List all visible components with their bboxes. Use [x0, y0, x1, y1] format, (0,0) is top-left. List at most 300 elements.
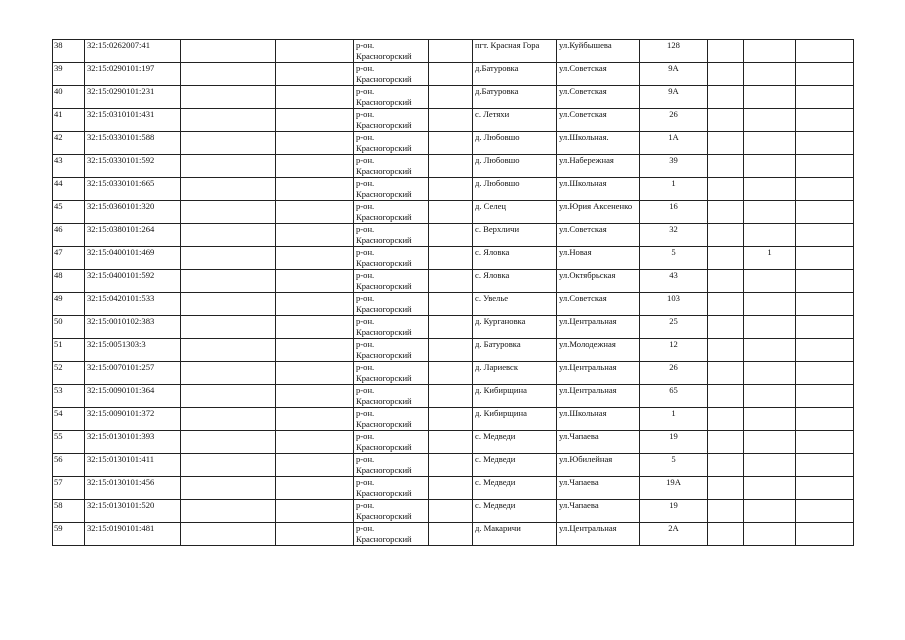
- blank-cell: [181, 293, 276, 316]
- row-number: 43: [53, 155, 85, 178]
- extra-cell: [744, 109, 796, 132]
- blank-cell: [276, 63, 354, 86]
- extra-cell: [744, 132, 796, 155]
- street-cell: ул.Чапаева: [557, 500, 640, 523]
- row-number: 48: [53, 270, 85, 293]
- district-cell: [354, 178, 429, 201]
- house-number-cell: 5: [640, 454, 708, 477]
- district-label: р-он.: [356, 270, 375, 280]
- district-cell: [354, 224, 429, 247]
- blank-cell: [429, 40, 473, 63]
- blank-cell: [708, 362, 744, 385]
- house-number-cell: 19: [640, 500, 708, 523]
- district-cell: [354, 247, 429, 270]
- district-label: р-он.: [356, 132, 375, 142]
- blank-cell: [276, 316, 354, 339]
- blank-cell: [708, 477, 744, 500]
- district-cell: [354, 293, 429, 316]
- blank-cell: [181, 63, 276, 86]
- blank-cell: [429, 63, 473, 86]
- row-number: 40: [53, 86, 85, 109]
- district-label: р-он.: [356, 224, 375, 234]
- blank-cell: [429, 201, 473, 224]
- blank-cell: [796, 293, 854, 316]
- table-row: [53, 155, 854, 178]
- house-number-cell: 5: [640, 247, 708, 270]
- cadastral-number: 32:15:0330101:592: [85, 155, 181, 178]
- district-cell: [354, 477, 429, 500]
- blank-cell: [429, 270, 473, 293]
- district-cell: [354, 454, 429, 477]
- house-number-cell: 65: [640, 385, 708, 408]
- locality-cell: д.Батуровка: [473, 86, 557, 109]
- cadastral-number: 32:15:0310101:431: [85, 109, 181, 132]
- cadastral-number: 32:15:0090101:364: [85, 385, 181, 408]
- table-row: [53, 316, 854, 339]
- locality-cell: с. Медведи: [473, 431, 557, 454]
- locality-cell: с. Медведи: [473, 500, 557, 523]
- blank-cell: [181, 385, 276, 408]
- blank-cell: [708, 293, 744, 316]
- district-label: р-он.: [356, 316, 375, 326]
- cadastral-number: 32:15:0420101:533: [85, 293, 181, 316]
- district-label: р-он.: [356, 247, 375, 257]
- blank-cell: [708, 109, 744, 132]
- row-number: 42: [53, 132, 85, 155]
- blank-cell: [276, 385, 354, 408]
- blank-cell: [796, 500, 854, 523]
- blank-cell: [796, 247, 854, 270]
- table-row: [53, 477, 854, 500]
- district-cell: [354, 86, 429, 109]
- district-name: Красногорский: [356, 303, 412, 314]
- blank-cell: [276, 178, 354, 201]
- blank-cell: [429, 362, 473, 385]
- street-cell: ул.Школьная.: [557, 132, 640, 155]
- district-cell: [354, 40, 429, 63]
- extra-cell: [744, 477, 796, 500]
- district-label: р-он.: [356, 408, 375, 418]
- blank-cell: [276, 431, 354, 454]
- row-number: 47: [53, 247, 85, 270]
- district-cell: [354, 63, 429, 86]
- street-cell: ул.Новая: [557, 247, 640, 270]
- blank-cell: [708, 63, 744, 86]
- district-label: р-он.: [356, 362, 375, 372]
- table-row: [53, 132, 854, 155]
- blank-cell: [796, 477, 854, 500]
- blank-cell: [708, 454, 744, 477]
- blank-cell: [796, 431, 854, 454]
- district-label: р-он.: [356, 201, 375, 211]
- district-name: Красногорский: [356, 533, 412, 544]
- blank-cell: [181, 477, 276, 500]
- blank-cell: [276, 201, 354, 224]
- blank-cell: [796, 316, 854, 339]
- table-row: [53, 385, 854, 408]
- house-number-cell: 1: [640, 178, 708, 201]
- locality-cell: д.Батуровка: [473, 63, 557, 86]
- blank-cell: [181, 247, 276, 270]
- table-row: [53, 523, 854, 546]
- district-name: Красногорский: [356, 257, 412, 268]
- street-cell: ул.Школьная: [557, 178, 640, 201]
- district-name: Красногорский: [356, 96, 412, 107]
- blank-cell: [429, 454, 473, 477]
- cadastral-number: 32:15:0090101:372: [85, 408, 181, 431]
- district-label: р-он.: [356, 477, 375, 487]
- district-name: Красногорский: [356, 326, 412, 337]
- district-label: р-он.: [356, 109, 375, 119]
- extra-cell: [744, 408, 796, 431]
- blank-cell: [181, 109, 276, 132]
- blank-cell: [276, 500, 354, 523]
- street-cell: ул.Юбилейная: [557, 454, 640, 477]
- blank-cell: [429, 86, 473, 109]
- blank-cell: [429, 247, 473, 270]
- blank-cell: [181, 178, 276, 201]
- district-name: Красногорский: [356, 119, 412, 130]
- locality-cell: д. Кургановка: [473, 316, 557, 339]
- cadastral-number: 32:15:0262007:41: [85, 40, 181, 63]
- row-number: 38: [53, 40, 85, 63]
- blank-cell: [796, 201, 854, 224]
- extra-cell: [744, 293, 796, 316]
- row-number: 58: [53, 500, 85, 523]
- extra-cell: [744, 155, 796, 178]
- blank-cell: [276, 247, 354, 270]
- district-name: Красногорский: [356, 50, 412, 61]
- blank-cell: [276, 40, 354, 63]
- locality-cell: с. Яловка: [473, 247, 557, 270]
- blank-cell: [708, 201, 744, 224]
- street-cell: ул.Центральная: [557, 385, 640, 408]
- street-cell: ул.Советская: [557, 224, 640, 247]
- extra-cell: [744, 385, 796, 408]
- extra-cell: [744, 339, 796, 362]
- blank-cell: [708, 40, 744, 63]
- cadastral-number: 32:15:0010102:383: [85, 316, 181, 339]
- table-row: [53, 293, 854, 316]
- district-name: Красногорский: [356, 349, 412, 360]
- table-row: [53, 408, 854, 431]
- row-number: 44: [53, 178, 85, 201]
- extra-cell: [744, 40, 796, 63]
- blank-cell: [708, 86, 744, 109]
- locality-cell: д. Любовшо: [473, 132, 557, 155]
- street-cell: ул.Юрия Аксененко: [557, 201, 640, 224]
- blank-cell: [429, 293, 473, 316]
- row-number: 59: [53, 523, 85, 546]
- extra-cell: [744, 224, 796, 247]
- district-label: р-он.: [356, 155, 375, 165]
- blank-cell: [796, 454, 854, 477]
- locality-cell: с. Увелье: [473, 293, 557, 316]
- blank-cell: [796, 132, 854, 155]
- extra-cell: [744, 500, 796, 523]
- blank-cell: [796, 86, 854, 109]
- district-cell: [354, 109, 429, 132]
- district-label: р-он.: [356, 500, 375, 510]
- blank-cell: [429, 155, 473, 178]
- street-cell: ул.Школьная: [557, 408, 640, 431]
- district-label: р-он.: [356, 63, 375, 73]
- blank-cell: [708, 500, 744, 523]
- row-number: 46: [53, 224, 85, 247]
- blank-cell: [276, 293, 354, 316]
- blank-cell: [708, 178, 744, 201]
- extra-cell: [744, 362, 796, 385]
- blank-cell: [429, 224, 473, 247]
- locality-cell: д. Лариевск: [473, 362, 557, 385]
- district-cell: [354, 270, 429, 293]
- locality-cell: пгт. Красная Гора: [473, 40, 557, 63]
- cadastral-number: 32:15:0360101:320: [85, 201, 181, 224]
- blank-cell: [708, 523, 744, 546]
- street-cell: ул.Чапаева: [557, 477, 640, 500]
- blank-cell: [796, 178, 854, 201]
- registry-table: [52, 39, 854, 546]
- cadastral-number: 32:15:0330101:588: [85, 132, 181, 155]
- row-number: 50: [53, 316, 85, 339]
- blank-cell: [708, 270, 744, 293]
- blank-cell: [276, 362, 354, 385]
- row-number: 55: [53, 431, 85, 454]
- street-cell: ул.Советская: [557, 293, 640, 316]
- blank-cell: [429, 132, 473, 155]
- table-row: [53, 431, 854, 454]
- house-number-cell: 16: [640, 201, 708, 224]
- cadastral-number: 32:15:0070101:257: [85, 362, 181, 385]
- row-number: 39: [53, 63, 85, 86]
- district-label: р-он.: [356, 40, 375, 50]
- row-number: 54: [53, 408, 85, 431]
- blank-cell: [276, 224, 354, 247]
- extra-cell: [744, 316, 796, 339]
- blank-cell: [796, 523, 854, 546]
- district-cell: [354, 362, 429, 385]
- blank-cell: [276, 86, 354, 109]
- blank-cell: [429, 431, 473, 454]
- cadastral-number: 32:15:0190101:481: [85, 523, 181, 546]
- house-number-cell: 19: [640, 431, 708, 454]
- cadastral-number: 32:15:0400101:592: [85, 270, 181, 293]
- house-number-cell: 2А: [640, 523, 708, 546]
- blank-cell: [796, 109, 854, 132]
- locality-cell: д. Кибирщина: [473, 408, 557, 431]
- house-number-cell: 1А: [640, 132, 708, 155]
- row-number: 45: [53, 201, 85, 224]
- district-name: Красногорский: [356, 234, 412, 245]
- blank-cell: [796, 385, 854, 408]
- house-number-cell: 12: [640, 339, 708, 362]
- extra-cell: [744, 63, 796, 86]
- table-row: [53, 270, 854, 293]
- locality-cell: д. Любовшо: [473, 178, 557, 201]
- blank-cell: [429, 500, 473, 523]
- blank-cell: [276, 132, 354, 155]
- street-cell: ул.Центральная: [557, 316, 640, 339]
- house-number-cell: 1: [640, 408, 708, 431]
- locality-cell: д. Любовшо: [473, 155, 557, 178]
- row-number: 41: [53, 109, 85, 132]
- district-name: Красногорский: [356, 188, 412, 199]
- street-cell: ул.Куйбышева: [557, 40, 640, 63]
- extra-cell: [744, 431, 796, 454]
- cadastral-number: 32:15:0290101:231: [85, 86, 181, 109]
- cadastral-number: 32:15:0130101:520: [85, 500, 181, 523]
- blank-cell: [796, 408, 854, 431]
- blank-cell: [429, 339, 473, 362]
- cadastral-number: 32:15:0051303:3: [85, 339, 181, 362]
- locality-cell: д. Макаричи: [473, 523, 557, 546]
- district-name: Красногорский: [356, 510, 412, 521]
- district-cell: [354, 201, 429, 224]
- district-name: Красногорский: [356, 73, 412, 84]
- district-cell: [354, 385, 429, 408]
- blank-cell: [181, 454, 276, 477]
- cadastral-number: 32:15:0380101:264: [85, 224, 181, 247]
- district-label: р-он.: [356, 431, 375, 441]
- district-cell: [354, 408, 429, 431]
- district-cell: [354, 132, 429, 155]
- district-name: Красногорский: [356, 142, 412, 153]
- district-cell: [354, 316, 429, 339]
- extra-cell: [744, 523, 796, 546]
- district-cell: [354, 523, 429, 546]
- cadastral-number: 32:15:0330101:665: [85, 178, 181, 201]
- district-cell: [354, 155, 429, 178]
- house-number-cell: 26: [640, 362, 708, 385]
- blank-cell: [276, 454, 354, 477]
- blank-cell: [429, 385, 473, 408]
- row-number: 57: [53, 477, 85, 500]
- district-label: р-он.: [356, 293, 375, 303]
- house-number-cell: 43: [640, 270, 708, 293]
- district-cell: [354, 339, 429, 362]
- extra-cell: [744, 86, 796, 109]
- district-name: Красногорский: [356, 280, 412, 291]
- extra-cell: [744, 201, 796, 224]
- locality-cell: д. Батуровка: [473, 339, 557, 362]
- blank-cell: [181, 224, 276, 247]
- street-cell: ул.Октябрьская: [557, 270, 640, 293]
- blank-cell: [181, 316, 276, 339]
- blank-cell: [181, 362, 276, 385]
- district-cell: [354, 431, 429, 454]
- table-row: [53, 178, 854, 201]
- table-row: [53, 201, 854, 224]
- blank-cell: [796, 155, 854, 178]
- extra-cell: [744, 270, 796, 293]
- blank-cell: [276, 270, 354, 293]
- extra-cell: 1: [744, 247, 796, 270]
- district-label: р-он.: [356, 454, 375, 464]
- blank-cell: [796, 339, 854, 362]
- locality-cell: с. Яловка: [473, 270, 557, 293]
- street-cell: ул.Центральная: [557, 362, 640, 385]
- blank-cell: [796, 270, 854, 293]
- blank-cell: [181, 339, 276, 362]
- district-name: Красногорский: [356, 395, 412, 406]
- blank-cell: [429, 477, 473, 500]
- row-number: 49: [53, 293, 85, 316]
- row-number: 56: [53, 454, 85, 477]
- blank-cell: [181, 523, 276, 546]
- blank-cell: [708, 132, 744, 155]
- blank-cell: [181, 408, 276, 431]
- cadastral-number: 32:15:0130101:456: [85, 477, 181, 500]
- district-label: р-он.: [356, 523, 375, 533]
- blank-cell: [429, 316, 473, 339]
- table-row: [53, 224, 854, 247]
- blank-cell: [429, 109, 473, 132]
- blank-cell: [181, 500, 276, 523]
- blank-cell: [708, 316, 744, 339]
- blank-cell: [708, 155, 744, 178]
- house-number-cell: 9А: [640, 63, 708, 86]
- district-name: Красногорский: [356, 464, 412, 475]
- district-name: Красногорский: [356, 165, 412, 176]
- table-row: [53, 362, 854, 385]
- table-row: [53, 40, 854, 63]
- district-label: р-он.: [356, 385, 375, 395]
- district-label: р-он.: [356, 86, 375, 96]
- house-number-cell: 25: [640, 316, 708, 339]
- district-name: Красногорский: [356, 487, 412, 498]
- locality-cell: с. Медведи: [473, 477, 557, 500]
- blank-cell: [708, 247, 744, 270]
- cadastral-number: 32:15:0290101:197: [85, 63, 181, 86]
- blank-cell: [429, 408, 473, 431]
- blank-cell: [708, 224, 744, 247]
- table-row: [53, 86, 854, 109]
- cadastral-number: 32:15:0130101:393: [85, 431, 181, 454]
- blank-cell: [708, 385, 744, 408]
- district-name: Красногорский: [356, 441, 412, 452]
- blank-cell: [181, 431, 276, 454]
- blank-cell: [796, 63, 854, 86]
- table-row: [53, 63, 854, 86]
- house-number-cell: 32: [640, 224, 708, 247]
- district-name: Красногорский: [356, 418, 412, 429]
- house-number-cell: 103: [640, 293, 708, 316]
- blank-cell: [181, 86, 276, 109]
- blank-cell: [181, 270, 276, 293]
- table-row: [53, 109, 854, 132]
- blank-cell: [276, 109, 354, 132]
- district-name: Красногорский: [356, 372, 412, 383]
- blank-cell: [276, 523, 354, 546]
- house-number-cell: 39: [640, 155, 708, 178]
- table-row: [53, 454, 854, 477]
- blank-cell: [796, 40, 854, 63]
- street-cell: ул.Чапаева: [557, 431, 640, 454]
- blank-cell: [181, 201, 276, 224]
- street-cell: ул.Советская: [557, 63, 640, 86]
- district-name: Красногорский: [356, 211, 412, 222]
- house-number-cell: 26: [640, 109, 708, 132]
- blank-cell: [429, 523, 473, 546]
- cadastral-number: 32:15:0130101:411: [85, 454, 181, 477]
- locality-cell: д. Кибирщина: [473, 385, 557, 408]
- blank-cell: [708, 339, 744, 362]
- blank-cell: [708, 431, 744, 454]
- street-cell: ул.Центральная: [557, 523, 640, 546]
- blank-cell: [796, 362, 854, 385]
- row-number: 51: [53, 339, 85, 362]
- blank-cell: [181, 132, 276, 155]
